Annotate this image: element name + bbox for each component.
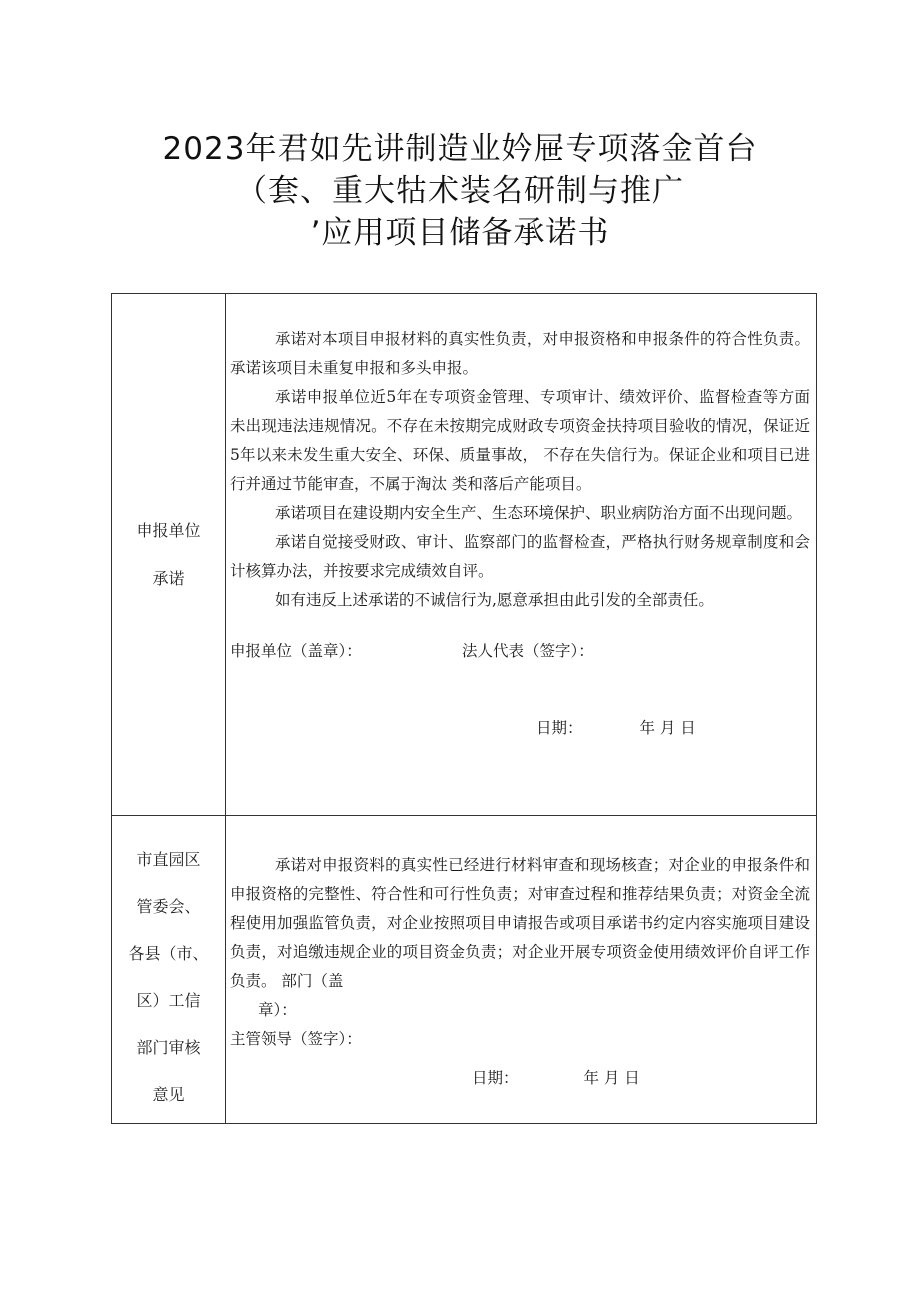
department-review-content — [226, 816, 817, 1124]
label-line: 意见 — [152, 1085, 185, 1104]
date-row — [230, 1064, 810, 1093]
applicant-commitment-content — [226, 294, 817, 816]
legal-rep-signature-field: 法人代表（签字）： — [462, 642, 594, 660]
label-line: 市直园区 — [136, 850, 201, 869]
title-line-2: （套、重大牯术装名研制与推广 — [236, 173, 684, 209]
seal-continuation: 章）： — [258, 1001, 297, 1019]
date-label: 日期： — [472, 1069, 519, 1087]
document-title — [0, 128, 920, 254]
applicant-commitment-row — [112, 294, 817, 816]
commitment-paragraph: 如有违反上述承诺的不诚信行为,愿意承担由此引发的全部责任。 — [274, 591, 714, 609]
label-line: 管委会、 — [136, 897, 201, 916]
signature-row — [230, 637, 810, 666]
label-line: 部门审核 — [136, 1038, 201, 1057]
commitment-paragraph: 承诺自觉接受财政、审计、监察部门的监督检查，严格执行财务规章制度和会计核算办法，并按要求完成绩效自评。 — [230, 533, 810, 580]
department-review-label — [112, 816, 226, 1124]
date-row — [230, 714, 810, 743]
date-ymd: 年 月 日 — [583, 1069, 640, 1087]
commitment-paragraph: 承诺申报单位近5年在专项资金管理、专项审计、绩效评价、监督检查等方面未出现违法违规情况。不存在未按期完成财政专项资金扶持项目验收的情况，保证近5年以来未发生重大安全、环保、质量事故， 不存在失信行为。保证企业和项目已进行并通过节能审查，不属于淘汰 类和落后产能项目。 — [230, 388, 810, 493]
applicant-seal-field: 申报单位（盖章）： — [230, 642, 362, 660]
commitment-table — [111, 293, 817, 1124]
review-paragraph: 承诺对申报资料的真实性已经进行材料审查和现场核查；对企业的申报条件和申报资格的完整性、符合性和可行性负责；对审查过程和推荐结果负责；对资金全流程使用加强监管负责，对企业按照项目申请报告或项目承诺书约定内容实施项目建设负责，对追缴违规企业的项目资金负责；对企业开展专项资金使用绩效评价自评工作负责。 部门（盖 — [230, 856, 810, 990]
label-line: 申报单位 — [136, 520, 201, 540]
commitment-paragraph: 承诺对本项目申报材料的真实性负责，对申报资格和申报条件的符合性负责。承诺该项目未重复申报和多头申报。 — [230, 330, 810, 377]
date-ymd: 年 月 日 — [639, 719, 696, 737]
commitment-paragraph: 承诺项目在建设期内安全生产、生态环境保护、职业病防治方面不出现问题。 — [274, 504, 802, 522]
applicant-commitment-label — [112, 294, 226, 816]
label-line: 区）工信 — [136, 991, 201, 1010]
title-line-3: ’应用项目储备承诺书 — [310, 215, 610, 251]
department-review-row — [112, 816, 817, 1124]
label-line: 各县（市、 — [128, 944, 209, 963]
leader-signature-field: 主管领导（签字）： — [230, 1030, 362, 1048]
title-line-1: 2023年君如先讲制造业妗屉专项落金首台 — [162, 131, 758, 167]
label-line: 承诺 — [152, 568, 185, 588]
date-label: 日期： — [536, 719, 583, 737]
